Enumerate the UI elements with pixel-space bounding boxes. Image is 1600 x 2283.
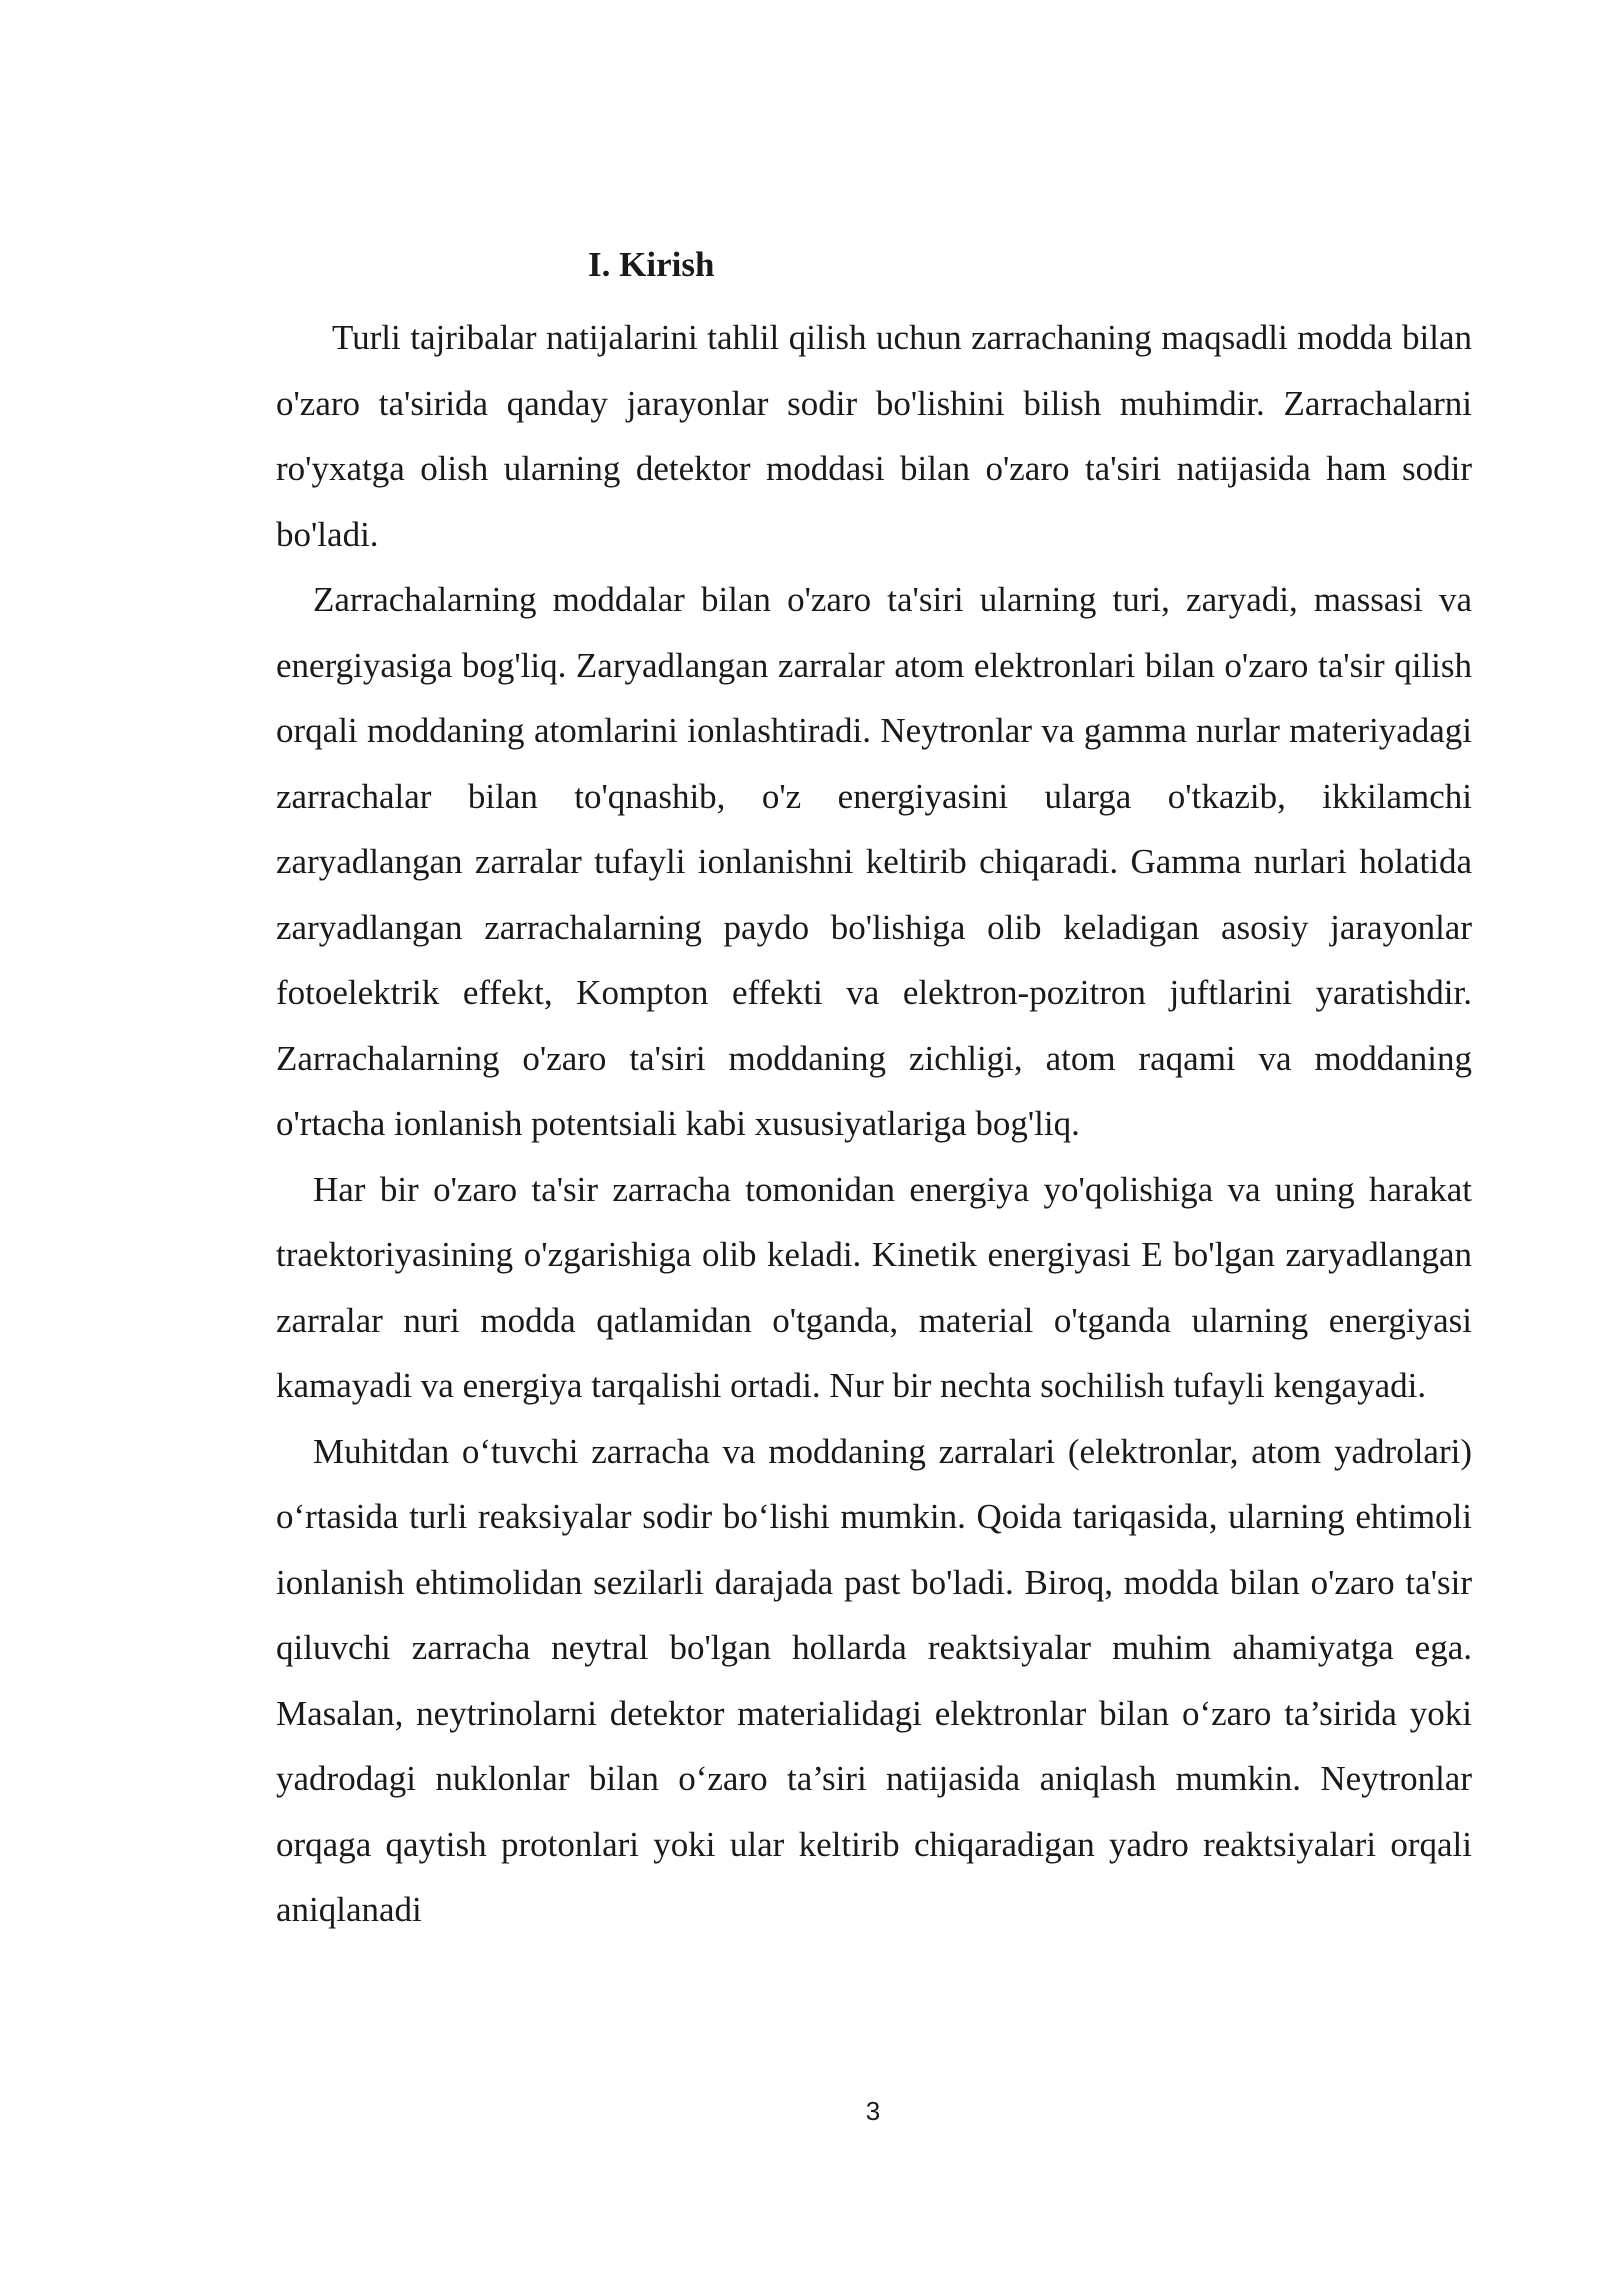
section-heading: I. Kirish (588, 245, 715, 284)
body-text (276, 305, 1472, 1943)
paragraph-2: Zarrachalarning moddalar bilan o'zaro ta'siri ularning turi, zaryadi, massasi va energiyasiga bog'liq. Zaryadlangan zarralar atom elektronlari bilan o'zaro ta'sir qilish orqali moddaning atomlarini ionlashtiradi. Neytronlar va gamma nurlar materiyadagi zarrachalar bilan to'qnashib, o'z energiyasini ularga o'tkazib, ikkilamchi zaryadlangan zarralar tufayli ionlanishni keltirib chiqaradi. Gamma nurlari holatida zaryadlangan zarrachalarning paydo bo'lishiga olib keladigan asosiy jarayonlar fotoelektrik effekt, Kompton effekti va elektron-pozitron juftlarini yaratishdir. Zarrachalarning o'zaro ta'siri moddaning zichligi, atom raqami va moddaning o'rtacha ionlanish potentsiali kabi xususiyatlariga bog'liq. (276, 580, 1472, 1143)
paragraph-3: Har bir o'zaro ta'sir zarracha tomonidan energiya yo'qolishiga va uning harakat traektoriyasining o'zgarishiga olib keladi. Kinetik energiyasi E bo'lgan zaryadlangan zarralar nuri modda qatlamidan o'tganda, material o'tganda ularning energiyasi kamayadi va energiya tarqalishi ortadi. Nur bir nechta sochilish tufayli kengayadi. (276, 1169, 1472, 1405)
paragraph-1: Turli tajribalar natijalarini tahlil qilish uchun zarrachaning maqsadli modda bilan o'zaro ta'sirida qanday jarayonlar sodir bo'lishini bilish muhimdir. Zarrachalarni ro'yxatga olish ularning detektor moddasi bilan o'zaro ta'siri natijasida ham sodir bo'ladi. (276, 318, 1472, 554)
page-number: 3 (865, 2096, 881, 2126)
paragraph-4: Muhitdan o‘tuvchi zarracha va moddaning zarralari (elektronlar, atom yadrolari) o‘rtasida turli reaksiyalar sodir bo‘lishi mumkin. Qoida tariqasida, ularning ehtimoli ionlanish ehtimolidan sezilarli darajada past bo'ladi. Biroq, modda bilan o'zaro ta'sir qiluvchi zarracha neytral bo'lgan hollarda reaktsiyalar muhim ahamiyatga ega. Masalan, neytrinolarni detektor materialidagi elektronlar bilan o‘zaro ta’sirida yoki yadrodagi nuklonlar bilan o‘zaro ta’siri natijasida aniqlash mumkin. Neytronlar orqaga qaytish protonlari yoki ular keltirib chiqaradigan yadro reaktsiyalari orqali aniqlanadi (276, 1431, 1472, 1929)
